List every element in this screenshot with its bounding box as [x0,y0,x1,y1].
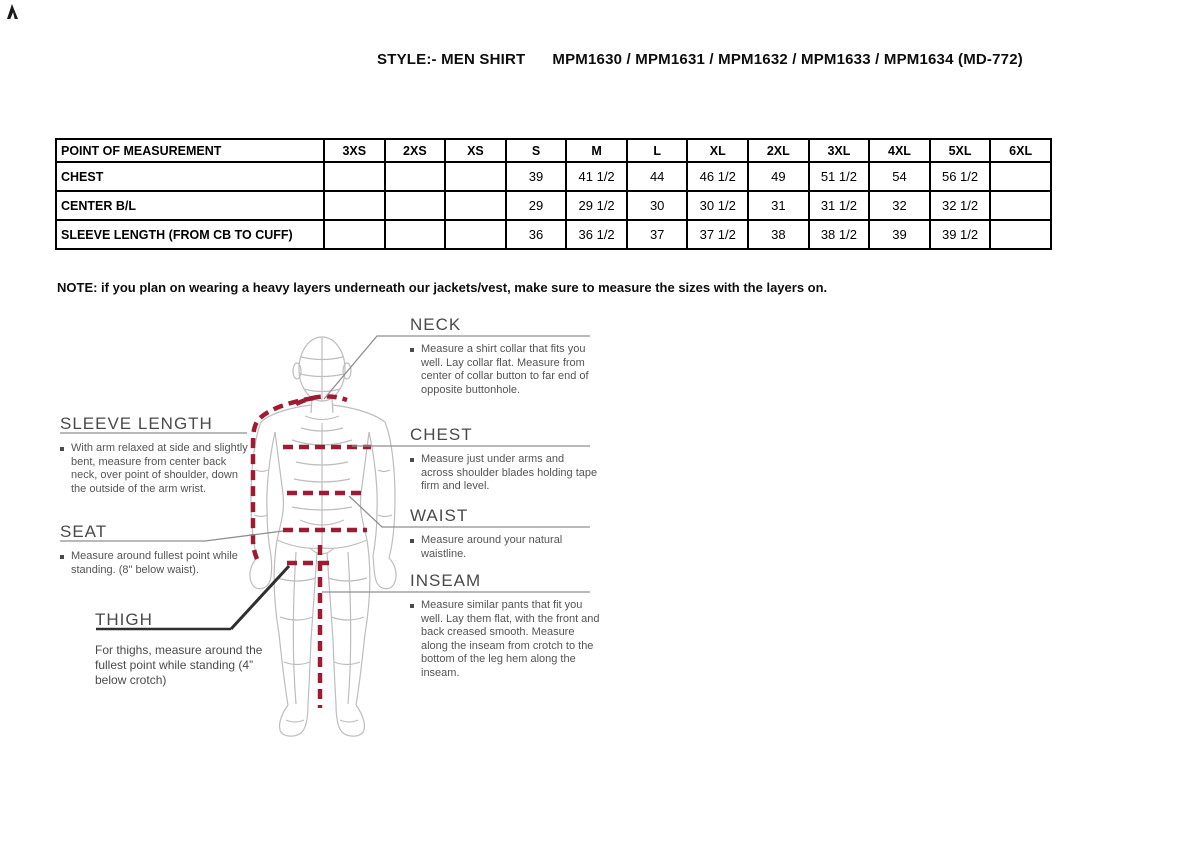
size-value-cell: 41 1/2 [566,162,627,191]
guide-title-seat: SEAT [60,522,108,541]
bullet-square-icon [410,348,414,352]
table-row [56,191,1051,220]
guide-title-thigh: THIGH [95,610,153,629]
guide-section-seat [60,522,250,577]
size-value-cell: 31 [748,191,809,220]
guide-desc-seat [60,550,250,577]
page-title [377,51,1023,68]
guide-text-chest: Measure just under arms and across shoulder blades holding tape firm and level. [421,453,598,492]
guide-desc-neck [410,343,598,397]
size-value-cell: 39 [869,220,930,249]
bullet-square-icon [410,539,414,543]
size-value-cell: 36 [506,220,567,249]
guide-title-sleeve-length: SLEEVE LENGTH [60,414,213,433]
guide-desc-chest [410,453,598,494]
size-value-cell [385,220,446,249]
sleeve-measure-line [253,398,314,559]
column-header: 4XL [869,139,930,162]
column-header: 2XL [748,139,809,162]
size-value-cell [445,220,506,249]
note-text: NOTE: if you plan on wearing a heavy layers underneath our jackets/vest, make sure to measure the sizes with the layers on. [57,280,828,295]
size-value-cell: 56 1/2 [930,162,991,191]
row-label: CHEST [56,162,324,191]
guide-desc-thigh [95,643,277,688]
size-value-cell: 46 1/2 [687,162,748,191]
guide-desc-inseam [410,599,602,680]
bullet-square-icon [410,458,414,462]
column-header: 3XS [324,139,385,162]
guide-text-neck: Measure a shirt collar that fits you well. Lay collar flat. Measure from center of collar button to far end of opposite buttonhole. [421,343,589,396]
style-label: STYLE:- MEN SHIRT [377,51,526,68]
size-value-cell: 39 [506,162,567,191]
size-value-cell [445,191,506,220]
size-value-cell: 44 [627,162,688,191]
guide-section-chest [410,425,598,494]
size-value-cell [385,162,446,191]
size-value-cell: 37 1/2 [687,220,748,249]
size-value-cell: 36 1/2 [566,220,627,249]
bullet-square-icon [60,447,64,451]
size-value-cell: 30 [627,191,688,220]
guide-title-chest: CHEST [410,425,473,444]
size-value-cell: 32 1/2 [930,191,991,220]
size-chart-table [55,138,1052,250]
guide-section-waist [410,506,598,561]
size-value-cell: 30 1/2 [687,191,748,220]
row-label: SLEEVE LENGTH (FROM CB TO CUFF) [56,220,324,249]
column-header: 6XL [990,139,1051,162]
size-value-cell: 51 1/2 [809,162,870,191]
size-value-cell: 39 1/2 [930,220,991,249]
guide-desc-sleeve-length [60,442,252,496]
header-row [56,139,1051,162]
size-value-cell [990,162,1051,191]
size-value-cell: 38 1/2 [809,220,870,249]
size-value-cell: 54 [869,162,930,191]
size-value-cell [324,220,385,249]
guide-text-sleeve-length: With arm relaxed at side and slightly bent, measure from center back neck, over point of shoulder, down the outside of the arm wrist. [71,442,248,495]
size-value-cell: 38 [748,220,809,249]
table-row [56,162,1051,191]
column-header: XL [687,139,748,162]
guide-section-sleeve-length [60,414,252,496]
guide-section-neck [410,315,598,397]
style-codes: MPM1630 / MPM1631 / MPM1632 / MPM1633 / MPM1634 (MD-772) [552,51,1023,68]
column-header: 3XL [809,139,870,162]
size-value-cell [324,162,385,191]
row-label: CENTER B/L [56,191,324,220]
bullet-square-icon [60,555,64,559]
column-header: M [566,139,627,162]
bullet-square-icon [410,604,414,608]
guide-text-seat: Measure around fullest point while standing. (8" below waist). [71,550,238,576]
guide-text-waist: Measure around your natural waistline. [421,534,563,560]
column-header: L [627,139,688,162]
guide-section-thigh [95,610,277,688]
column-header: XS [445,139,506,162]
size-value-cell [385,191,446,220]
size-value-cell: 37 [627,220,688,249]
size-value-cell [324,191,385,220]
guide-desc-waist [410,534,598,561]
guide-title-waist: WAIST [410,506,469,525]
guide-text-inseam: Measure similar pants that fit you well. Lay them flat, with the front and back creased smooth. Measure along the inseam from crotch to the bottom of the leg hem along the inseam. [421,599,600,679]
guide-title-inseam: INSEAM [410,571,482,590]
size-value-cell: 29 1/2 [566,191,627,220]
size-value-cell [990,220,1051,249]
size-value-cell [990,191,1051,220]
neck-measure-line [296,396,347,404]
column-header: S [506,139,567,162]
size-value-cell: 32 [869,191,930,220]
column-header: POINT OF MEASUREMENT [56,139,324,162]
size-value-cell: 31 1/2 [809,191,870,220]
size-value-cell: 29 [506,191,567,220]
scan-artifact [7,4,18,19]
guide-section-inseam [410,571,602,680]
column-header: 5XL [930,139,991,162]
column-header: 2XS [385,139,446,162]
table-body [56,162,1051,249]
guide-text-thigh: For thighs, measure around the fullest point while standing (4” below crotch) [95,643,263,687]
size-value-cell: 49 [748,162,809,191]
table-header [56,139,1051,162]
size-value-cell [445,162,506,191]
table-row [56,220,1051,249]
guide-title-neck: NECK [410,315,462,334]
